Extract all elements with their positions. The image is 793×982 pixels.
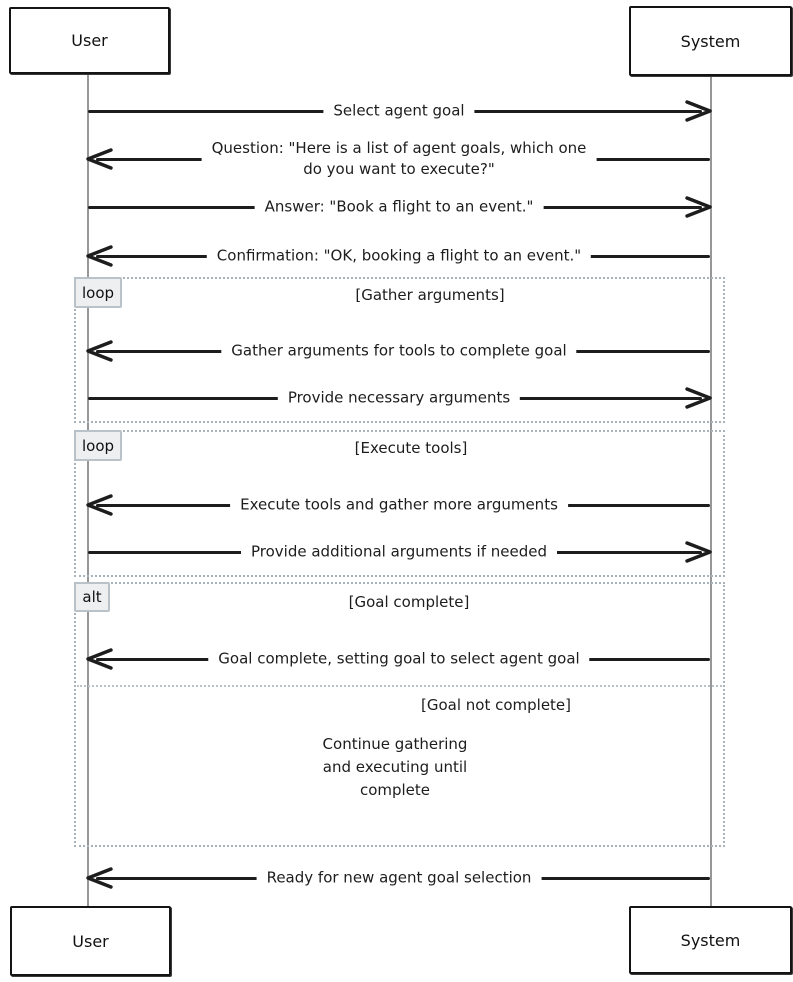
arrowhead-left-icon	[85, 493, 115, 517]
message-text	[202, 137, 597, 181]
message-text: Provide necessary arguments	[278, 387, 520, 410]
loop-frame-label	[74, 277, 122, 308]
actor-user-label: User	[72, 931, 109, 951]
message-text-line: do you want to execute?"	[303, 160, 495, 178]
message-text: Confirmation: "OK, booking a flight to an event."	[207, 245, 591, 268]
message-text: Answer: "Book a flight to an event."	[255, 196, 544, 219]
loop-keyword: loop	[81, 283, 115, 302]
arrowhead-right-icon	[683, 195, 713, 219]
message-text: Gather arguments for tools to complete goal	[221, 340, 576, 363]
message-text: Select agent goal	[323, 100, 474, 123]
arrowhead-right-icon	[683, 386, 713, 410]
arrowhead-left-icon	[85, 147, 115, 171]
loop-frame-label	[74, 430, 122, 461]
alt-frame	[74, 582, 725, 847]
actor-system-label: System	[680, 930, 741, 950]
actor-system-top	[629, 6, 792, 76]
actor-user-bottom	[10, 906, 171, 976]
alt-else-divider	[77, 685, 722, 687]
message-text: Provide additional arguments if needed	[241, 541, 557, 564]
actor-user-top	[9, 7, 170, 74]
arrowhead-left-icon	[85, 866, 115, 890]
message-text: Goal complete, setting goal to select agent goal	[208, 648, 589, 671]
message-text: Ready for new agent goal selection	[257, 867, 542, 890]
actor-system-label: System	[680, 31, 741, 51]
message-text: Execute tools and gather more arguments	[230, 494, 568, 517]
alt-note	[323, 733, 468, 802]
alt-frame-title: [Goal complete]	[348, 593, 470, 611]
loop-keyword: loop	[81, 436, 115, 455]
loop-frame-title: [Execute tools]	[354, 439, 468, 457]
message-text-line: Question: "Here is a list of agent goals, which one	[211, 139, 587, 157]
note-line: and executing until	[322, 758, 468, 776]
alt-frame-label	[74, 582, 110, 612]
arrowhead-right-icon	[683, 540, 713, 564]
note-line: complete	[359, 781, 431, 799]
arrowhead-right-icon	[683, 99, 713, 123]
arrowhead-left-icon	[85, 339, 115, 363]
note-line: Continue gathering	[322, 735, 468, 753]
alt-else-title: [Goal not complete]	[420, 696, 572, 714]
alt-keyword: alt	[82, 588, 102, 606]
actor-user-label: User	[71, 31, 108, 50]
loop-frame-title: [Gather arguments]	[355, 286, 505, 304]
arrowhead-left-icon	[85, 244, 115, 268]
actor-system-bottom	[629, 906, 792, 974]
arrowhead-left-icon	[85, 647, 115, 671]
